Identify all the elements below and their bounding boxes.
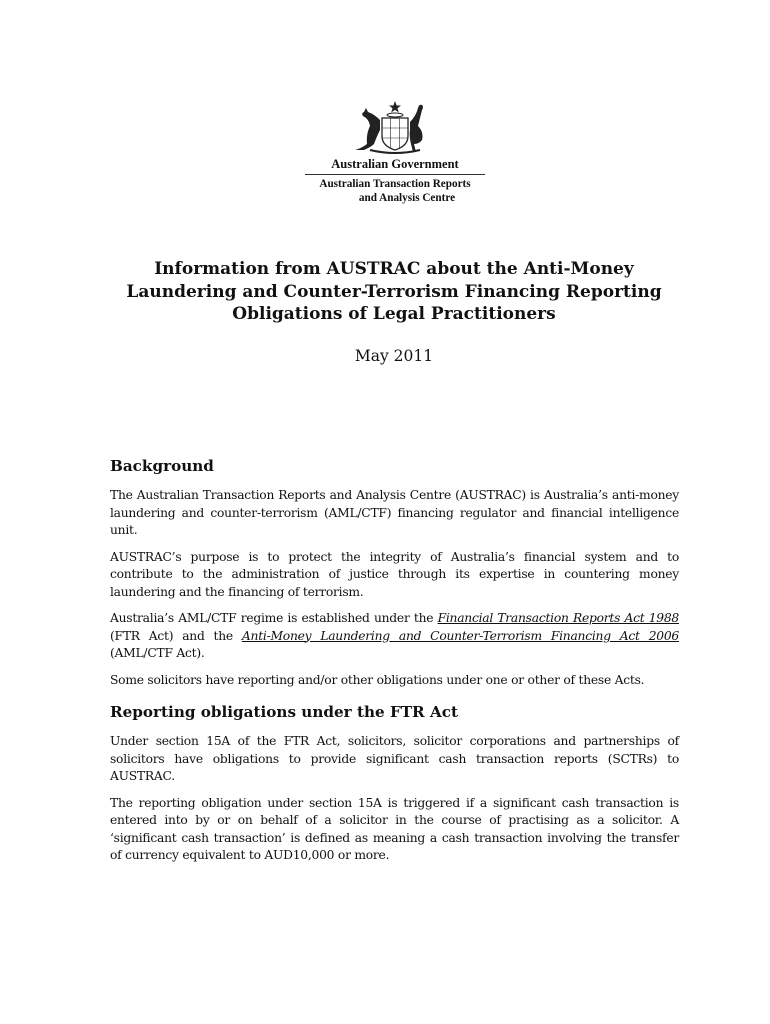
amlctf-act-link[interactable]: Anti-Money Laundering and Counter-Terrorism Financing Act 2006 bbox=[241, 628, 679, 643]
p3-text-mid: (FTR Act) and the bbox=[110, 628, 242, 643]
background-paragraph-2: AUSTRAC’s purpose is to protect the integrity of Australia’s financial system and to contribute to the administration of justice through its expertise in countering money laundering and the financing of terrorism. bbox=[110, 549, 679, 599]
background-paragraph-3 bbox=[110, 610, 679, 663]
p3-text-after: (AML/CTF Act). bbox=[110, 646, 205, 660]
ftr-paragraph-1: Under section 15A of the FTR Act, solicitors, solicitor corporations and partnerships of solicitors have obligations to provide significant cash transaction reports (SCTRs) to AUSTRAC. bbox=[110, 734, 679, 783]
ftr-act-link[interactable]: Financial Transaction Reports Act 1988 bbox=[437, 611, 679, 625]
agency-name-line2: and Analysis Centre bbox=[358, 191, 456, 204]
background-paragraph-4: Some solicitors have reporting and/or other obligations under one or other of these Acts. bbox=[110, 672, 645, 687]
document-date: May 2011 bbox=[354, 347, 434, 365]
coat-of-arms-icon bbox=[352, 100, 438, 154]
p3-text-before: Australia’s AML/CTF regime is established under the bbox=[110, 611, 438, 625]
ftr-heading: Reporting obligations under the FTR Act bbox=[110, 703, 459, 721]
government-name: Australian Government bbox=[331, 157, 459, 171]
agency-name bbox=[305, 178, 485, 205]
document-body bbox=[110, 457, 679, 874]
agency-name-line1: Australian Transaction Reports bbox=[319, 178, 471, 190]
document-title: Information from AUSTRAC about the Anti-Money Laundering and Counter-Terrorism Financing Reporting Obligations of Legal Practitioners bbox=[126, 259, 662, 324]
background-heading: Background bbox=[110, 457, 214, 475]
ftr-paragraph-2: The reporting obligation under section 15A is triggered if a significant cash transaction is entered into by or on behalf of a solicitor in the course of practising as a solicitor. A ‘significant cash transaction’ is defined as meaning a cash transaction involving the transfer of currency equivalent to AUD10,000 or more. bbox=[110, 795, 679, 862]
background-paragraph-1: The Australian Transaction Reports and Analysis Centre (AUSTRAC) is Australia’s anti-money laundering and counter-terrorism (AML/CTF) financing regulator and financial intelligence unit. bbox=[110, 488, 679, 537]
austrac-logo bbox=[300, 100, 490, 210]
logo-divider bbox=[305, 174, 485, 175]
